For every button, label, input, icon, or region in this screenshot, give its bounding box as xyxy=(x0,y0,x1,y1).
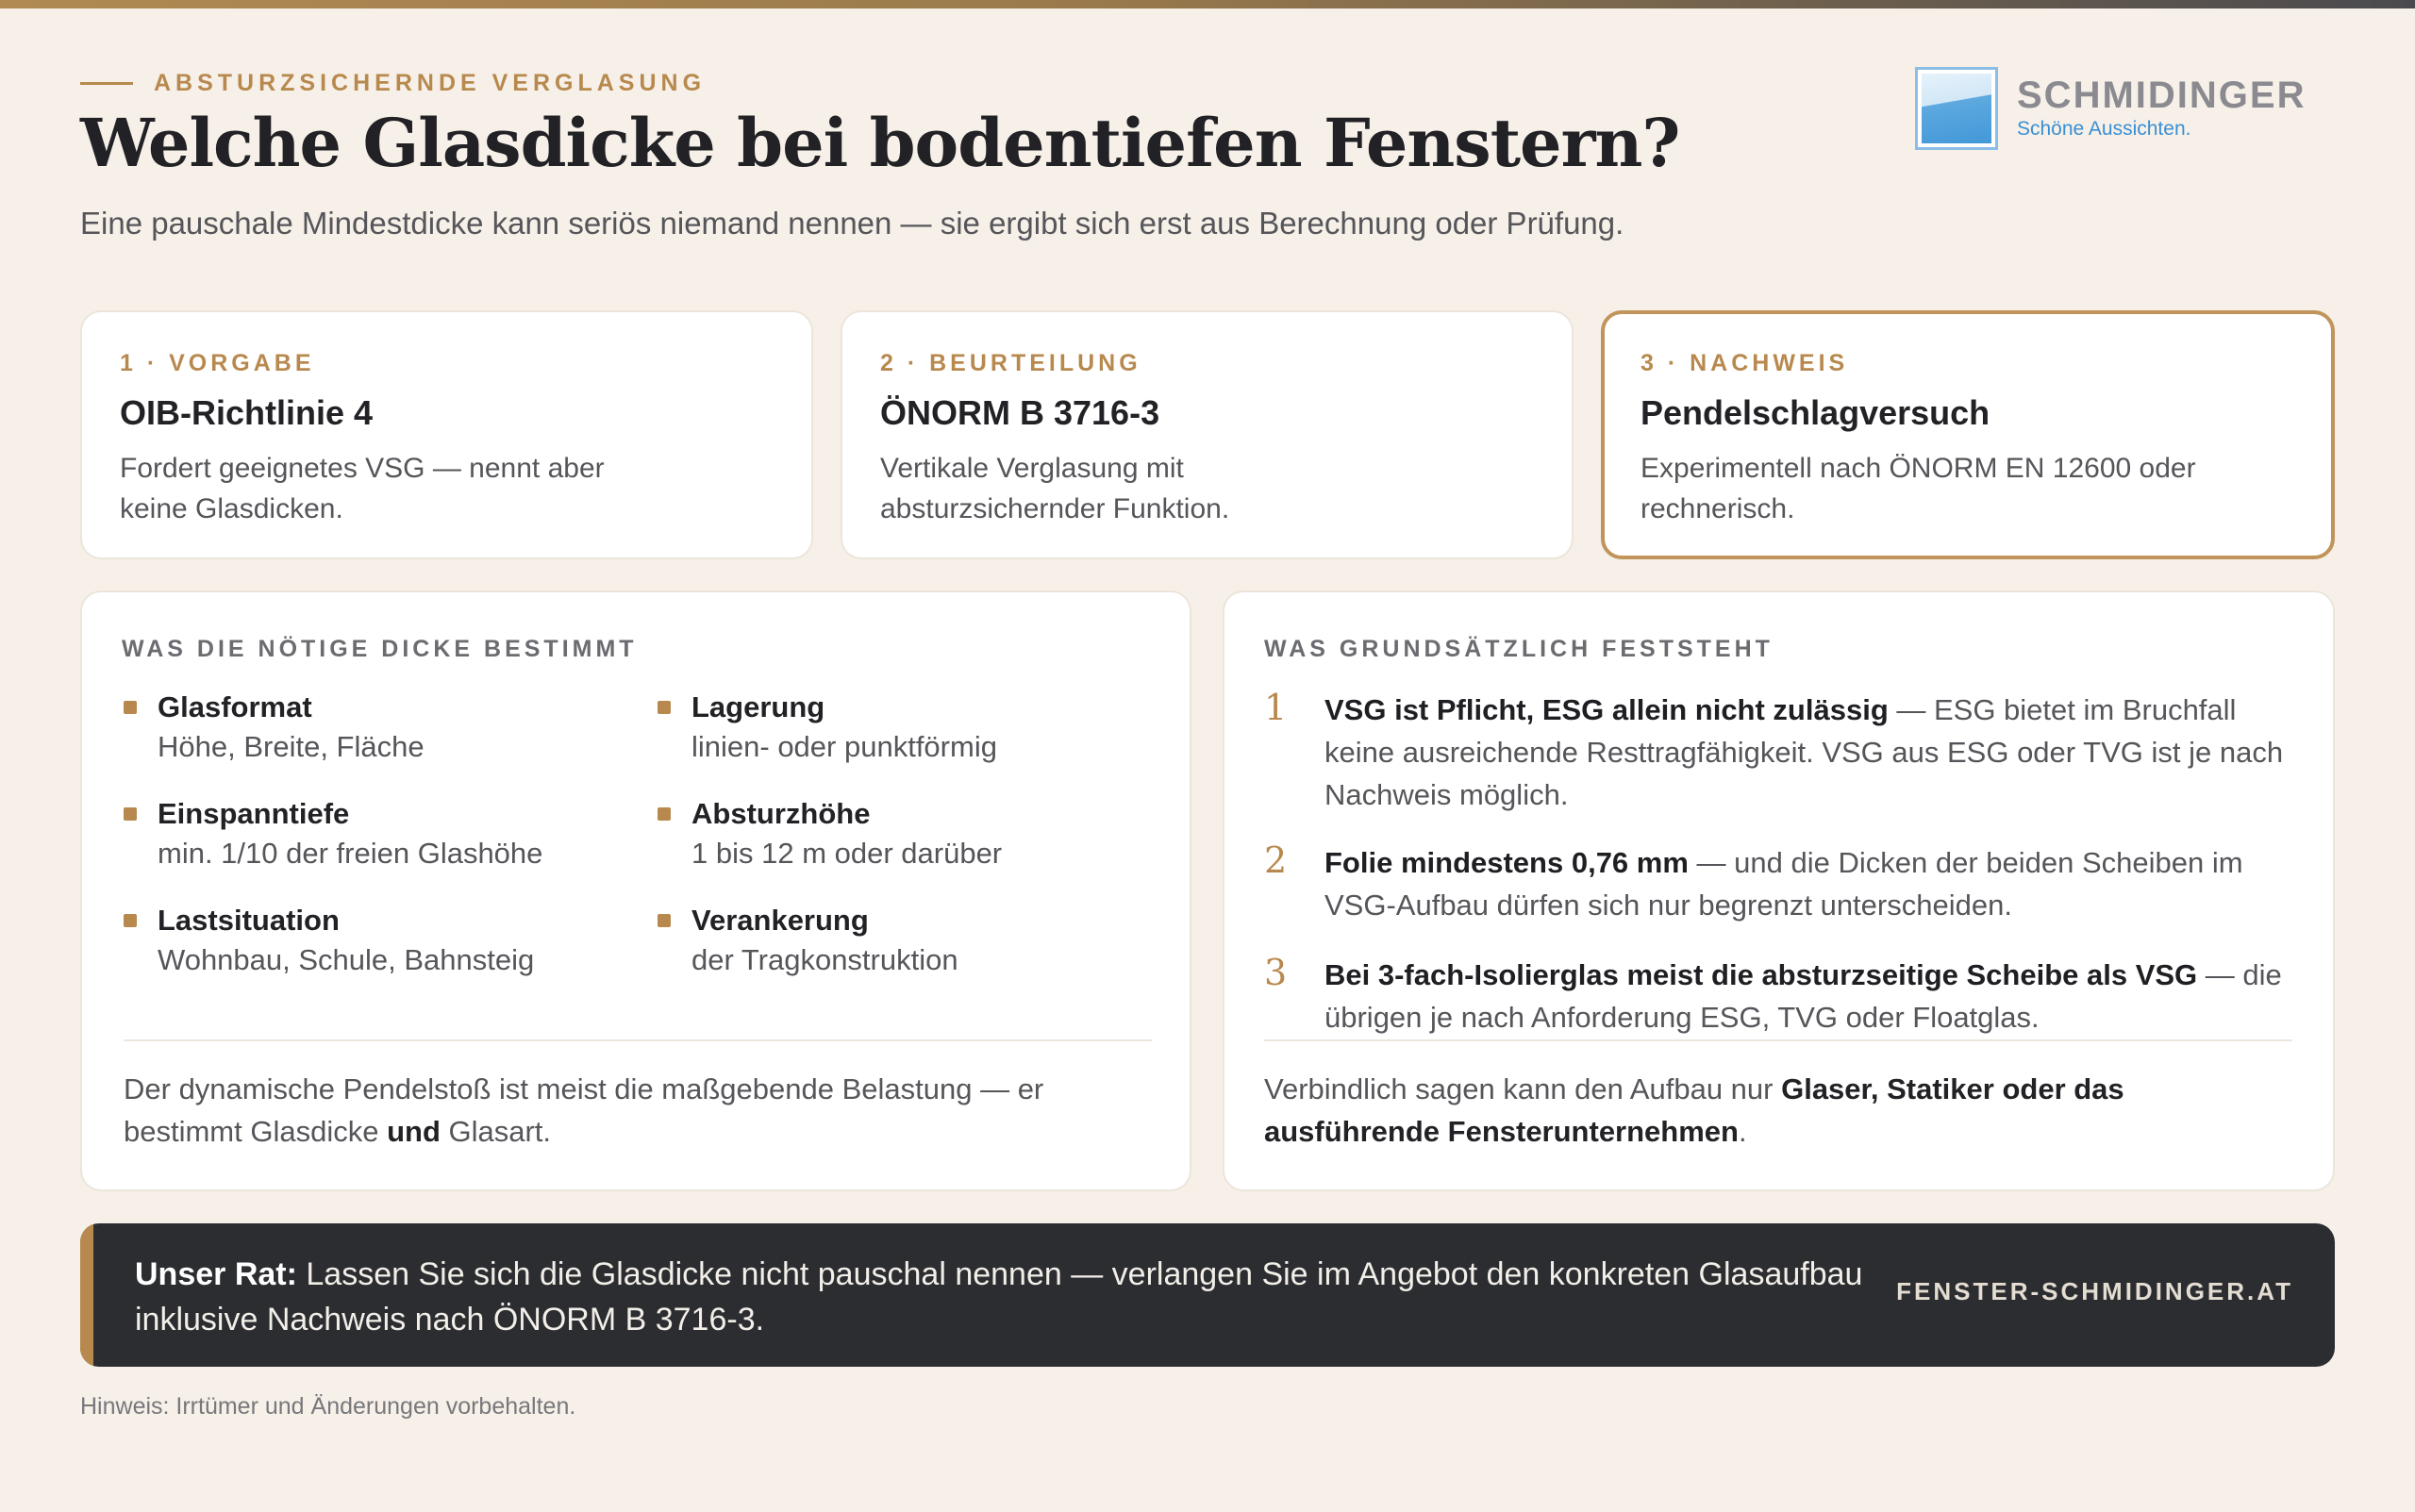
step-card-nachweis xyxy=(1601,310,2335,559)
factor-item xyxy=(658,689,1167,768)
brand-logo[interactable] xyxy=(1915,67,2306,150)
fact-item xyxy=(1264,954,2302,1038)
footnote: Hinweis: Irrtümer und Änderungen vorbehalten. xyxy=(80,1393,576,1420)
advice-banner xyxy=(80,1223,2335,1367)
factor-name: Absturzhöhe xyxy=(691,797,871,830)
logo-name: SCHMIDINGER xyxy=(2017,75,2307,116)
factor-name: Lastsituation xyxy=(158,904,340,937)
logo-tagline: Schöne Aussichten. xyxy=(2017,118,2191,140)
factor-detail: min. 1/10 der freien Glashöhe xyxy=(158,837,543,870)
factor-item xyxy=(124,689,633,768)
factors-panel xyxy=(80,590,1191,1191)
step-card-vorgabe xyxy=(80,310,813,559)
fact-text: VSG ist Pflicht, ESG allein nicht zulässig — ESG bietet im Bruchfall keine ausreichende Resttragfähigkeit. VSG aus ESG oder TVG ist je nach Nachweis möglich. xyxy=(1324,693,2284,811)
step-title: ÖNORM B 3716-3 xyxy=(880,393,1160,432)
fact-item xyxy=(1264,841,2302,926)
eyebrow xyxy=(80,70,706,97)
factor-name: Einspanntiefe xyxy=(158,797,350,830)
divider xyxy=(124,1039,1152,1041)
factor-name: Verankerung xyxy=(691,904,869,937)
step-number: 2 · BEURTEILUNG xyxy=(880,350,1141,376)
step-card-beurteilung xyxy=(841,310,1574,559)
factor-item xyxy=(658,902,1167,981)
bullet-icon xyxy=(124,807,137,821)
factor-item xyxy=(124,902,633,981)
facts-panel xyxy=(1223,590,2335,1191)
fact-item xyxy=(1264,689,2302,816)
factor-detail: Höhe, Breite, Fläche xyxy=(158,730,425,763)
fact-number: 1 xyxy=(1264,687,1288,728)
website-link[interactable]: FENSTER-SCHMIDINGER.AT xyxy=(1896,1277,2293,1305)
page-title: Welche Glasdicke bei bodentiefen Fenstern? xyxy=(80,104,1680,182)
facts-note: Verbindlich sagen kann den Aufbau nur Glaser, Statiker oder das ausführende Fensterunternehmen. xyxy=(1264,1072,2124,1148)
fact-text: Bei 3-fach-Isolierglas meist die absturzseitige Scheibe als VSG — die übrigen je nach Anforderung ESG, TVG oder Floatglas. xyxy=(1324,958,2282,1034)
factors-panel-title: WAS DIE NÖTIGE DICKE BESTIMMT xyxy=(122,636,638,662)
bullet-icon xyxy=(124,914,137,927)
factor-item xyxy=(658,795,1167,874)
eyebrow-line xyxy=(80,82,133,85)
factor-detail: der Tragkonstruktion xyxy=(691,943,958,976)
facts-panel-title: WAS GRUNDSÄTZLICH FESTSTEHT xyxy=(1264,636,1774,662)
divider xyxy=(1264,1039,2292,1041)
window-logo-icon xyxy=(1915,67,1998,150)
step-title: Pendelschlagversuch xyxy=(1641,393,1990,432)
factor-item xyxy=(124,795,633,874)
advice-message: Unser Rat: Lassen Sie sich die Glasdicke nicht pauschal nennen — verlangen Sie im Angebot den konkreten Glasaufbau inklusive Nachweis nach ÖNORM B 3716-3. xyxy=(135,1256,1863,1338)
bullet-icon xyxy=(658,807,671,821)
banner-accent xyxy=(80,1223,93,1367)
step-number: 1 · VORGABE xyxy=(120,350,315,376)
step-description: Fordert geeignetes VSG — nennt aber keine Glasdicken. xyxy=(120,453,605,524)
factor-detail: 1 bis 12 m oder darüber xyxy=(691,837,1003,870)
step-description: Vertikale Verglasung mit absturzsichernder Funktion. xyxy=(880,453,1230,524)
factor-name: Lagerung xyxy=(691,690,825,723)
step-number: 3 · NACHWEIS xyxy=(1641,350,1849,376)
fact-text: Folie mindestens 0,76 mm — und die Dicken der beiden Scheiben im VSG-Aufbau dürfen sich nur begrenzt unterscheiden. xyxy=(1324,846,2243,922)
bullet-icon xyxy=(124,701,137,714)
page-subtitle: Eine pauschale Mindestdicke kann seriös niemand nennen — sie ergibt sich erst aus Berechnung oder Prüfung. xyxy=(80,206,1624,241)
top-accent-bar xyxy=(0,0,2415,8)
factor-detail: linien- oder punktförmig xyxy=(691,730,997,763)
factors-note: Der dynamische Pendelstoß ist meist die maßgebende Belastung — er bestimmt Glasdicke und Glasart. xyxy=(124,1072,1044,1148)
step-description: Experimentell nach ÖNORM EN 12600 oder rechnerisch. xyxy=(1641,453,2196,524)
factor-detail: Wohnbau, Schule, Bahnsteig xyxy=(158,943,535,976)
factor-name: Glasformat xyxy=(158,690,312,723)
bullet-icon xyxy=(658,701,671,714)
bullet-icon xyxy=(658,914,671,927)
step-title: OIB-Richtlinie 4 xyxy=(120,393,374,432)
fact-number: 2 xyxy=(1264,839,1288,881)
eyebrow-label: ABSTURZSICHERNDE VERGLASUNG xyxy=(154,70,707,96)
fact-number: 3 xyxy=(1264,952,1288,993)
